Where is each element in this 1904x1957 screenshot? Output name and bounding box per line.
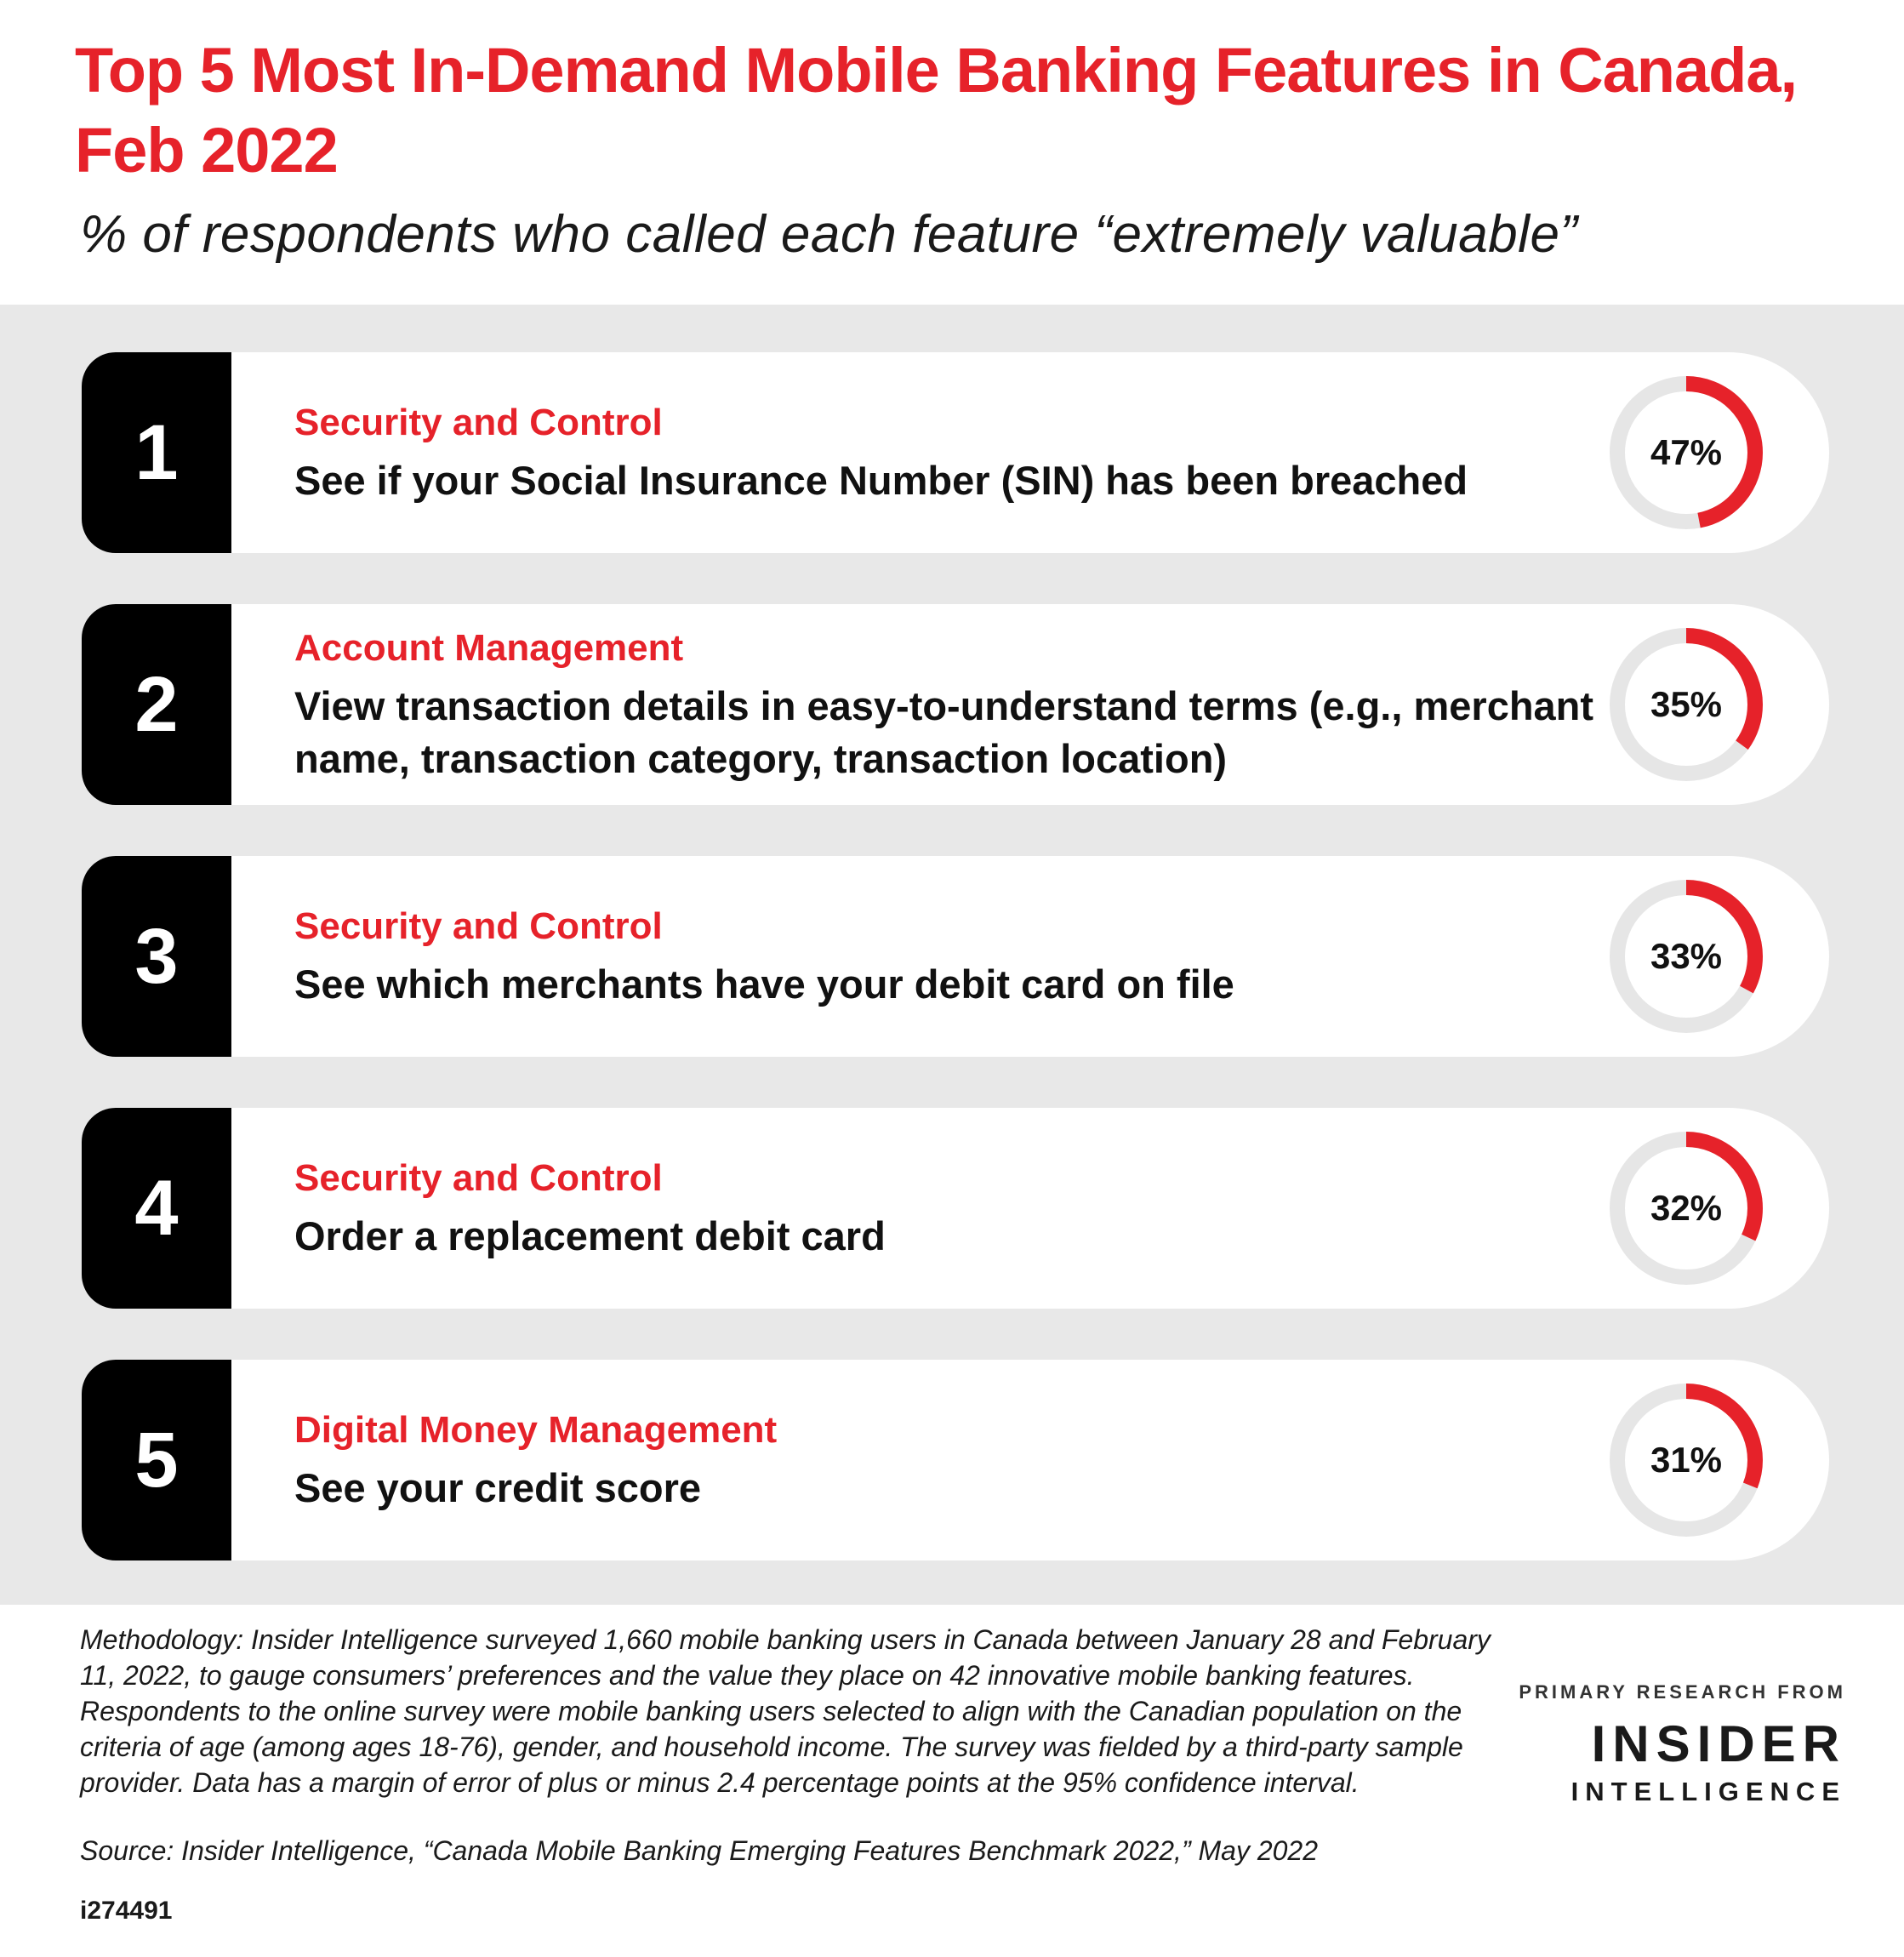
donut-chart [1610, 1132, 1763, 1285]
feature-category: Security and Control [294, 402, 663, 443]
feature-category: Security and Control [294, 1157, 663, 1199]
donut-value-label: 31% [1650, 1440, 1723, 1480]
feature-category: Security and Control [294, 905, 663, 947]
rank-number: 5 [82, 1360, 231, 1560]
brand-logo [1514, 1680, 1846, 1809]
donut-chart [1610, 880, 1763, 1033]
ranking-panel [0, 305, 1904, 1605]
rank-number: 1 [82, 352, 231, 553]
donut-chart [1610, 376, 1763, 529]
brand-tagline: PRIMARY RESEARCH FROM [1519, 1681, 1846, 1703]
chart-subtitle: % of respondents who called each feature “extremely valuable” [80, 205, 1578, 264]
donut-value-label: 33% [1650, 936, 1723, 976]
feature-category: Digital Money Management [294, 1409, 778, 1451]
feature-row [82, 604, 1829, 805]
feature-row [82, 856, 1829, 1057]
donut-value-label: 47% [1650, 432, 1723, 472]
rank-number: 3 [82, 856, 231, 1057]
feature-row [82, 1360, 1829, 1560]
chart-id: i274491 [80, 1897, 173, 1925]
rank-number: 4 [82, 1108, 231, 1309]
source-note: Source: Insider Intelligence, “Canada Mobile Banking Emerging Features Benchmark 2022,” May 2022 [80, 1835, 1319, 1866]
feature-description: Order a replacement debit card [294, 1213, 886, 1258]
donut-chart [1610, 628, 1763, 781]
feature-description: See which merchants have your debit card on file [294, 961, 1234, 1007]
brand-name-intelligence: INTELLIGENCE [1571, 1777, 1846, 1806]
feature-row [82, 1108, 1829, 1309]
feature-row [82, 352, 1829, 553]
rank-number: 2 [82, 604, 231, 805]
donut-chart [1610, 1384, 1763, 1537]
donut-value-label: 32% [1650, 1188, 1723, 1228]
brand-name-insider: INSIDER [1591, 1715, 1846, 1772]
feature-description: See if your Social Insurance Number (SIN) has been breached [294, 458, 1468, 503]
feature-description: View transaction details in easy-to-understand terms (e.g., merchant name, transaction category, transaction location) [294, 683, 1594, 781]
feature-category: Account Management [294, 627, 684, 669]
feature-description: See your credit score [294, 1465, 702, 1510]
methodology-note: Methodology: Insider Intelligence surveyed 1,660 mobile banking users in Canada between January 28 and February 11, 2022, to gauge consumers’ preferences and the value they place on 42 innovative mobile banking features. Respondents to the online survey were mobile banking users selected to align with the Canadian population on the criteria of age (among ages 18-76), gender, and household income. The survey was fielded by a third-party sample provider. Data has a margin of error of plus or minus 2.4 percentage points at the 95% confidence interval. [80, 1624, 1491, 1798]
chart-title: Top 5 Most In-Demand Mobile Banking Features in Canada, Feb 2022 [75, 35, 1798, 185]
donut-value-label: 35% [1650, 684, 1723, 724]
